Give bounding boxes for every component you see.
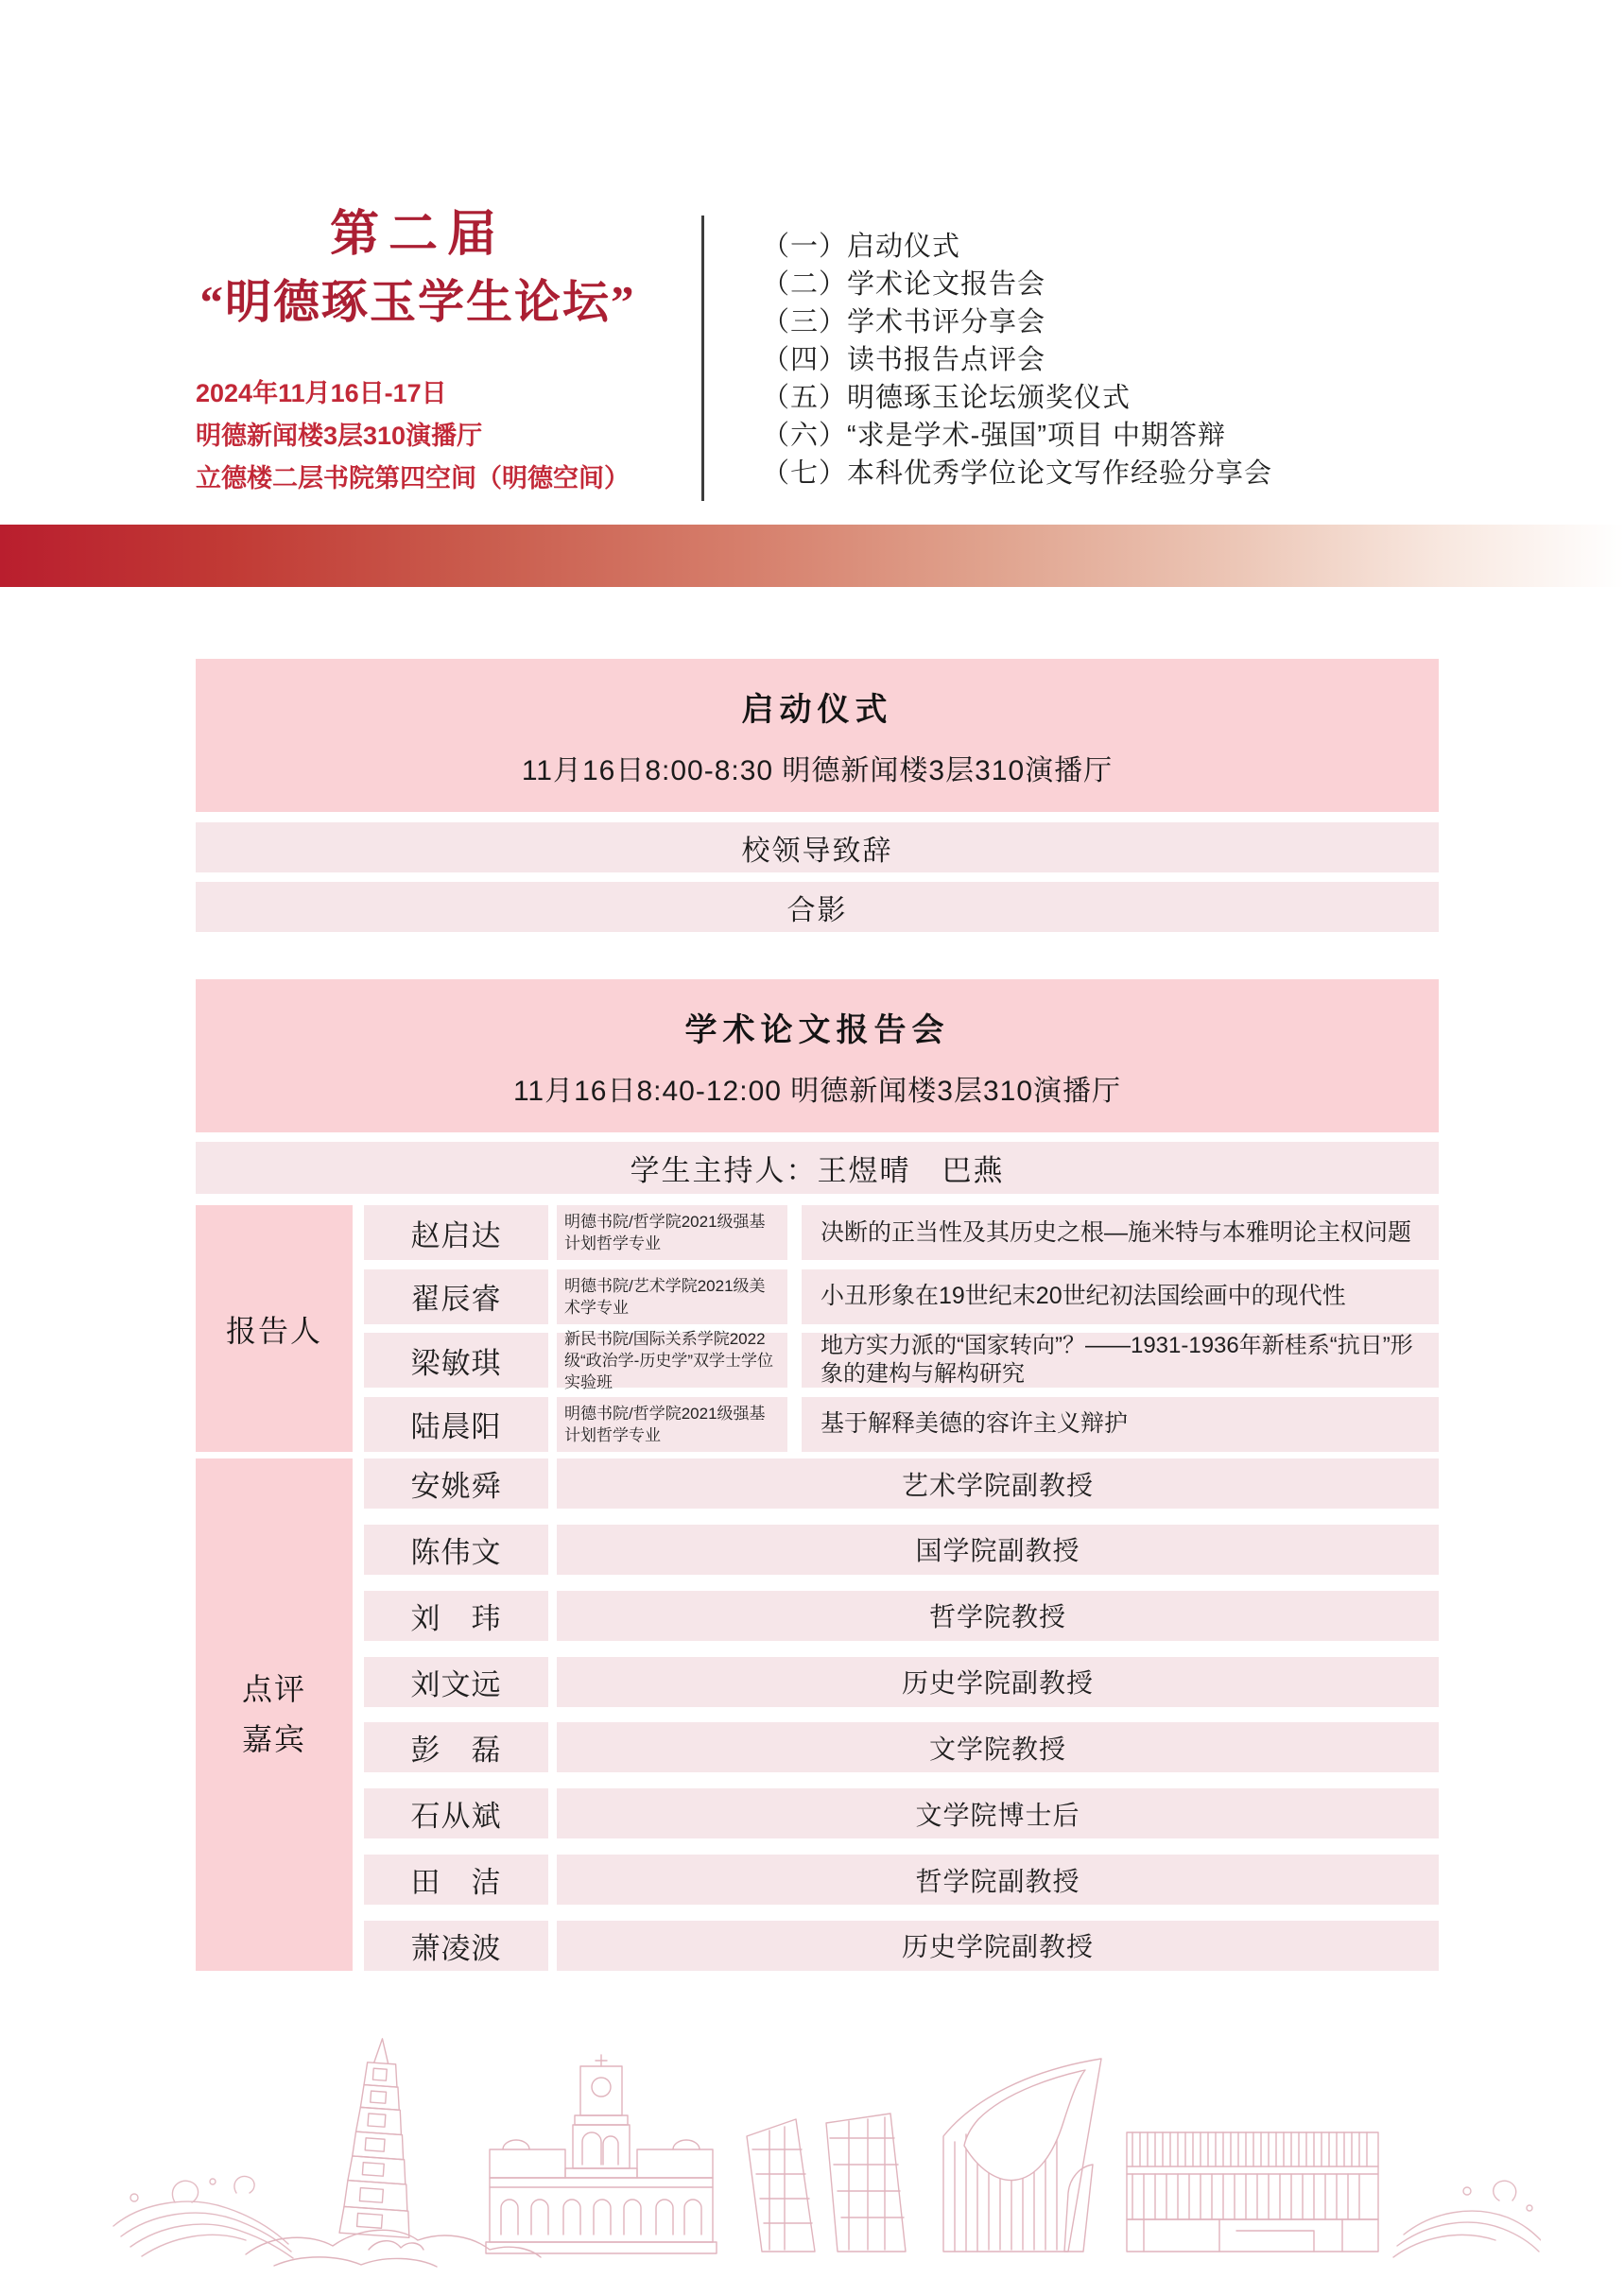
agenda-item: （四）读书报告点评会 — [762, 345, 1046, 375]
agenda-item: （七）本科优秀学位论文写作经验分享会 — [762, 458, 1273, 489]
sail-building — [943, 2059, 1101, 2252]
commentator-name: 安姚舜 — [364, 1458, 548, 1509]
commentator-row — [364, 1525, 1439, 1575]
presenter-paper-title: 地方实力派的“国家转向”？——1931-1936年新桂系“抗日”形象的建构与解构研究 — [802, 1333, 1439, 1388]
presenter-row — [364, 1329, 1439, 1391]
presenter-row — [364, 1269, 1439, 1324]
agenda-item: （五）明德琢玉论坛颁奖仪式 — [762, 383, 1132, 413]
commentator-position: 历史学院副教授 — [557, 1657, 1439, 1707]
agenda-item: （三）学术书评分享会 — [762, 307, 1046, 337]
student-host-row: 学生主持人：王煜晴 巴燕 — [196, 1142, 1439, 1194]
opening-ceremony-header — [196, 659, 1439, 812]
agenda-item: （六）“求是学术-强国”项目 中期答辩 — [762, 421, 1227, 451]
red-gradient-divider — [0, 525, 1624, 587]
vertical-divider — [701, 216, 704, 501]
forum-date: 2024年11月16日-17日 — [196, 379, 447, 407]
rocks-outline — [246, 2230, 541, 2267]
opening-item-photo: 合影 — [196, 882, 1439, 932]
presenters-rows — [364, 1205, 1439, 1452]
agenda-item: （一）启动仪式 — [762, 232, 961, 262]
forum-edition: 第二届 — [329, 208, 506, 262]
campus-illustration — [85, 2032, 1541, 2278]
commentator-position: 历史学院副教授 — [557, 1921, 1439, 1971]
presenter-paper-title: 决断的正当性及其历史之根—施米特与本雅明论主权问题 — [802, 1205, 1439, 1260]
presenter-affiliation: 明德书院/哲学院2021级强基计划哲学专业 — [557, 1205, 787, 1260]
commentators-rows — [364, 1458, 1439, 1971]
clock-tower-building — [486, 2055, 717, 2253]
section-title: 学术论文报告会 — [684, 1011, 950, 1048]
presenters-table — [196, 1205, 1439, 1452]
commentator-position: 国学院副教授 — [557, 1525, 1439, 1575]
commentator-row — [364, 1921, 1439, 1971]
presenters-label — [196, 1205, 353, 1452]
presenter-affiliation: 明德书院/哲学院2021级强基计划哲学专业 — [557, 1397, 787, 1452]
presenter-row — [364, 1397, 1439, 1452]
presenter-name: 梁敏琪 — [364, 1333, 548, 1388]
agenda-item: （二）学术论文报告会 — [762, 269, 1046, 300]
commentator-name: 陈伟文 — [364, 1525, 548, 1575]
paper-session-header — [196, 979, 1439, 1132]
presenter-paper-title: 小丑形象在19世纪末20世纪初法国绘画中的现代性 — [802, 1269, 1439, 1324]
commentator-position: 哲学院副教授 — [557, 1855, 1439, 1905]
presenter-name: 赵启达 — [364, 1205, 548, 1260]
forum-venue-2: 立德楼二层书院第四空间（明德空间） — [196, 464, 630, 492]
commentator-name: 石从斌 — [364, 1788, 548, 1838]
commentator-row — [364, 1722, 1439, 1772]
commentator-row — [364, 1458, 1439, 1509]
presenter-name: 翟辰睿 — [364, 1269, 548, 1324]
agenda-list — [762, 228, 1272, 492]
section-title: 启动仪式 — [741, 691, 893, 728]
commentators-label — [196, 1458, 353, 1971]
pagoda-tower — [339, 2037, 423, 2238]
forum-venue-1: 明德新闻楼3层310演播厅 — [196, 422, 483, 450]
commentator-row — [364, 1855, 1439, 1905]
slab-building — [1127, 2132, 1378, 2252]
commentators-label-text: 点评嘉宾 — [241, 1672, 306, 1756]
forum-title: “明德琢玉学生论坛” — [199, 276, 636, 328]
section-schedule: 11月16日8:00-8:30 明德新闻楼3层310演播厅 — [521, 754, 1114, 786]
presenter-paper-title: 基于解释美德的容许主义辩护 — [802, 1397, 1439, 1452]
tilted-towers — [747, 2114, 906, 2252]
presenter-affiliation: 明德书院/艺术学院2021级美术学专业 — [557, 1269, 787, 1324]
commentator-row — [364, 1657, 1439, 1707]
commentator-position: 文学院博士后 — [557, 1788, 1439, 1838]
presenter-name: 陆晨阳 — [364, 1397, 548, 1452]
commentator-name: 刘 玮 — [364, 1591, 548, 1641]
commentator-name: 萧凌波 — [364, 1921, 548, 1971]
wave-motif-left — [113, 2176, 293, 2258]
commentator-row — [364, 1591, 1439, 1641]
presenter-affiliation: 新民书院/国际关系学院2022级“政治学-历史学”双学士学位实验班 — [557, 1333, 787, 1388]
forum-meta — [196, 372, 630, 500]
commentators-table — [196, 1458, 1439, 1971]
commentator-position: 哲学院教授 — [557, 1591, 1439, 1641]
commentator-name: 彭 磊 — [364, 1722, 548, 1772]
commentator-name: 田 洁 — [364, 1855, 548, 1905]
commentator-position: 艺术学院副教授 — [557, 1458, 1439, 1509]
commentator-row — [364, 1788, 1439, 1838]
wave-motif-right — [1393, 2181, 1541, 2257]
section-schedule: 11月16日8:40-12:00 明德新闻楼3层310演播厅 — [512, 1075, 1122, 1107]
presenter-row — [364, 1205, 1439, 1260]
commentator-position: 文学院教授 — [557, 1722, 1439, 1772]
commentator-name: 刘文远 — [364, 1657, 548, 1707]
opening-item-speech: 校领导致辞 — [196, 822, 1439, 872]
presenters-label-text: 报告人 — [225, 1313, 322, 1348]
